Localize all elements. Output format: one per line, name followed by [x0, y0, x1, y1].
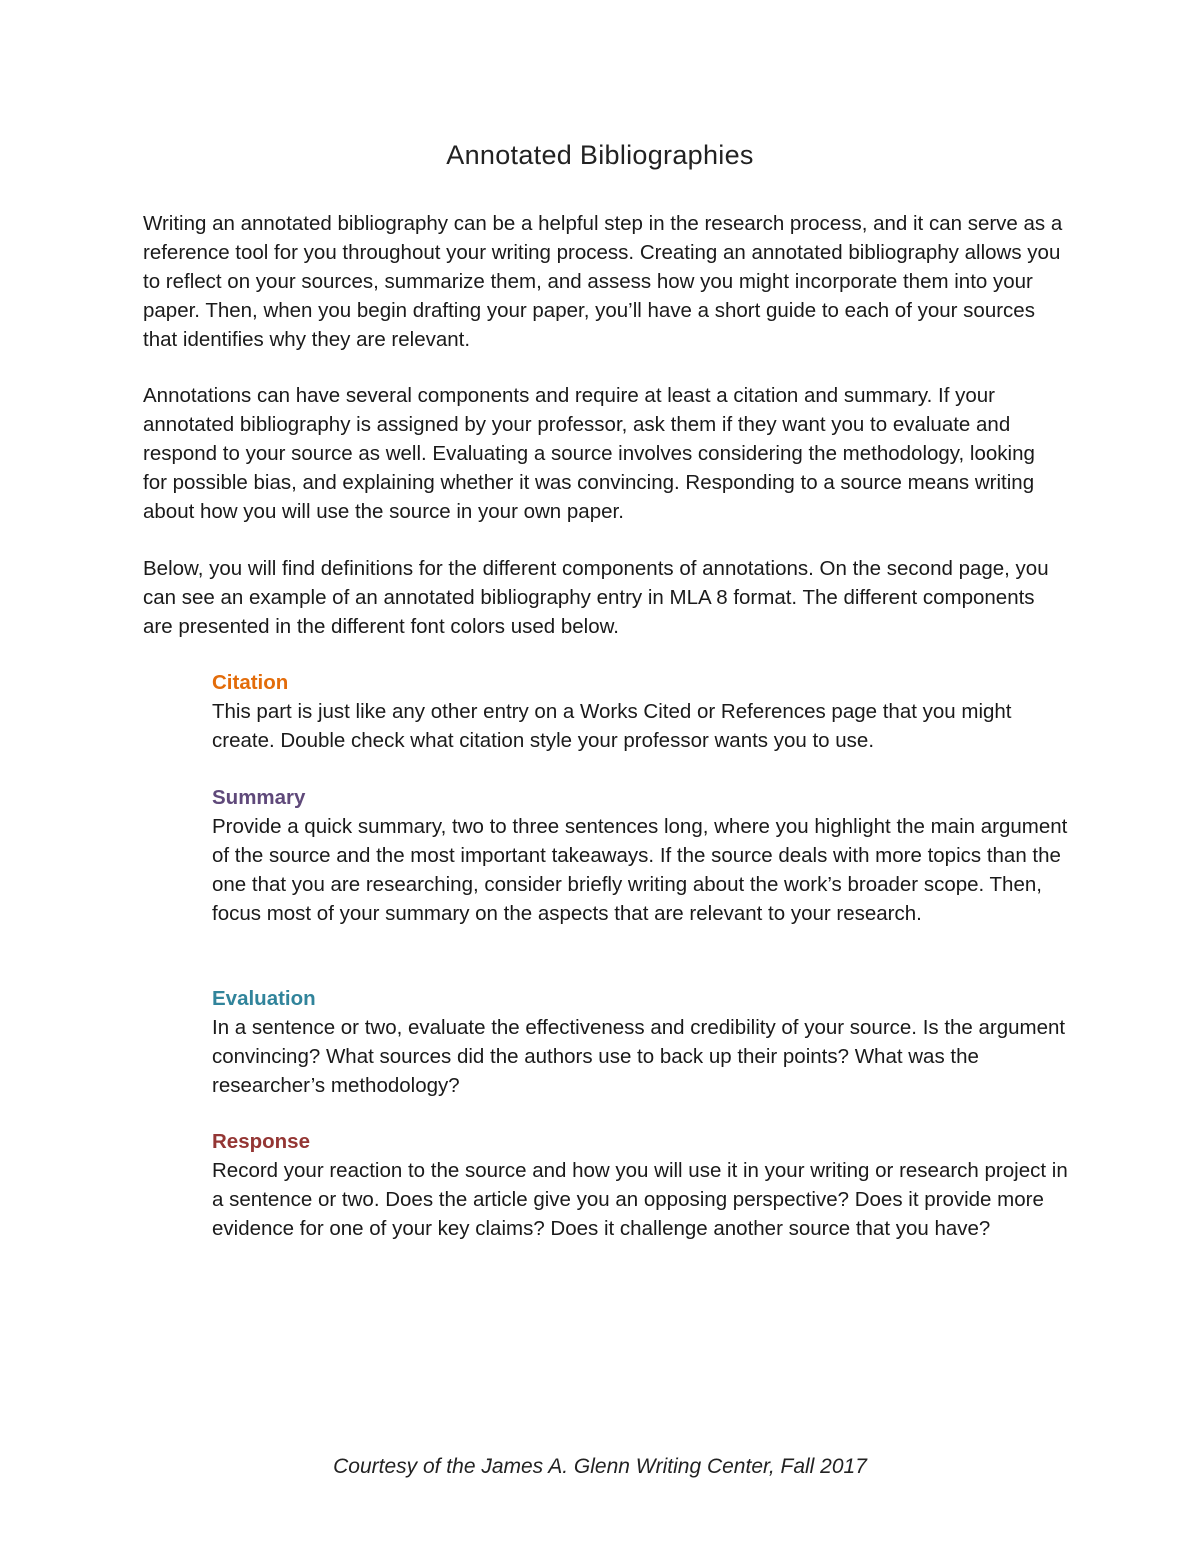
section-text-evaluation: In a sentence or two, evaluate the effectiveness and credibility of your source. Is the argument convincing? What sources did the authors use to back up their points? What was the researcher’s methodology?: [212, 1016, 1066, 1097]
section-citation: [212, 668, 1072, 755]
section-heading-response: Response: [212, 1130, 310, 1153]
section-text-summary: Provide a quick summary, two to three sentences long, where you highlight the main argument of the source and the most important takeaways. If the source deals with more topics than the one that you are researching, consider briefly writing about the work’s broader scope. Then, focus most of your summary on the aspects that are relevant to your research.: [212, 815, 1068, 925]
section-heading-citation: Citation: [212, 671, 289, 694]
intro-paragraph-1: Writing an annotated bibliography can be a helpful step in the research process, and it can serve as a reference tool for you throughout your writing process. Creating an annotated bibliography allows you to reflect on your sources, summarize them, and assess how you might incorporate them into your paper. Then, when you begin drafting your paper, you’ll have a short guide to each of your sources that identifies why they are relevant.: [143, 212, 1063, 351]
intro-paragraph-3: Below, you will find definitions for the different components of annotations. On the second page, you can see an example of an annotated bibliography entry in MLA 8 format. The different components are presented in the different font colors used below.: [143, 557, 1049, 638]
section-heading-summary: Summary: [212, 786, 306, 809]
section-response: [212, 1127, 1072, 1243]
section-summary: [212, 783, 1072, 928]
intro-paragraph-2: Annotations can have several components and require at least a citation and summary. If your annotated bibliography is assigned by your professor, ask them if they want you to evaluate and respond to your source as well. Evaluating a source involves considering the methodology, looking for possible bias, and explaining whether it was convincing. Responding to a source means writing about how you will use the source in your own paper.: [143, 384, 1035, 523]
section-text-citation: This part is just like any other entry on a Works Cited or References page that you might create. Double check what citation style your professor wants you to use.: [212, 700, 1012, 752]
footer-credit: Courtesy of the James A. Glenn Writing Center, Fall 2017: [333, 1455, 867, 1478]
section-heading-evaluation: Evaluation: [212, 987, 316, 1010]
section-evaluation: [212, 984, 1072, 1100]
section-text-response: Record your reaction to the source and how you will use it in your writing or research project in a sentence or two. Does the article give you an opposing perspective? Does it provide more evidence for one of your key claims? Does it challenge another source that you have?: [212, 1159, 1068, 1240]
page-title: Annotated Bibliographies: [446, 140, 754, 170]
